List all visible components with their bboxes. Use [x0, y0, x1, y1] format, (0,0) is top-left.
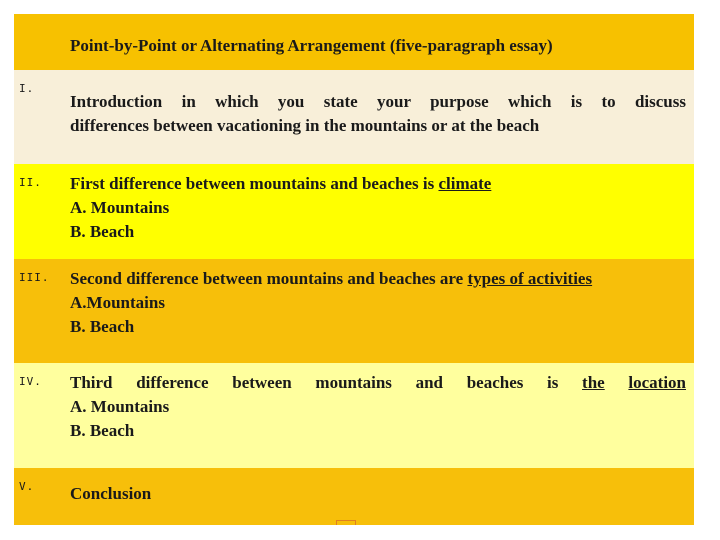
subpoint-a: A.Mountains	[70, 293, 165, 312]
outline-row-3	[14, 259, 694, 363]
outline-row-2	[14, 164, 694, 259]
conclusion-text: Conclusion	[70, 484, 152, 503]
roman-numeral-4: IV.	[19, 375, 42, 388]
third-difference-text: Third difference between mountains and beaches is	[70, 373, 583, 392]
roman-numeral-2: II.	[19, 176, 42, 189]
title-row	[14, 14, 694, 70]
subpoint-a: A. Mountains	[70, 397, 170, 416]
subpoint-a: A. Mountains	[70, 198, 170, 217]
roman-numeral-1: I.	[19, 82, 35, 95]
introduction-text	[70, 90, 686, 138]
first-difference-block	[70, 172, 686, 244]
roman-numeral-5: V.	[19, 480, 35, 493]
roman-numeral-3: III.	[19, 271, 50, 284]
second-difference-topic: types of activities	[467, 269, 593, 288]
outline-row-4	[14, 363, 694, 468]
subpoint-b: B. Beach	[70, 421, 135, 440]
subpoint-b: B. Beach	[70, 222, 135, 241]
first-difference-topic: climate	[438, 174, 492, 193]
third-difference-topic-1: the	[582, 373, 605, 392]
third-difference-block	[70, 371, 686, 443]
first-difference-heading	[70, 172, 686, 196]
second-difference-heading	[70, 267, 686, 291]
second-difference-text: Second difference between mountains and beaches are	[70, 269, 468, 288]
outline-row-5	[14, 468, 694, 525]
introduction-line-1: Introduction in which you state your purpose which is to discuss	[70, 92, 686, 111]
introduction-line-2: differences between vacationing in the mountains or at the beach	[70, 116, 540, 135]
decorative-mark	[336, 520, 356, 525]
slide-title: Point-by-Point or Alternating Arrangement (five-paragraph essay)	[70, 36, 553, 55]
subpoint-b: B. Beach	[70, 317, 135, 336]
first-difference-text: First difference between mountains and beaches is	[70, 174, 439, 193]
second-difference-block	[70, 267, 686, 339]
third-difference-heading	[70, 371, 686, 395]
outline-slide	[14, 14, 694, 525]
third-difference-topic-2: location	[628, 373, 687, 392]
outline-row-1	[14, 70, 694, 164]
